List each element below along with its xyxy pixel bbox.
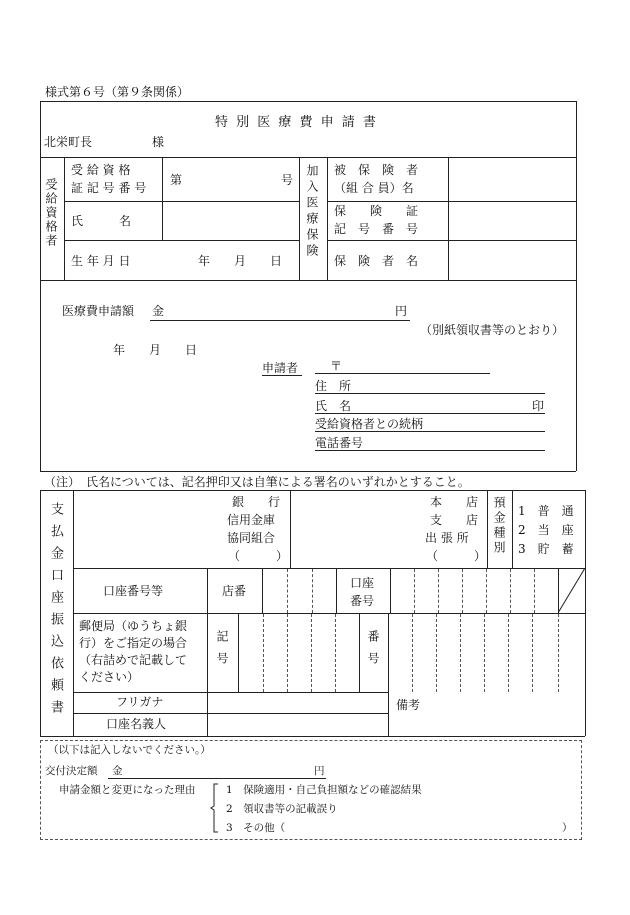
signature-note: （注） 氏名については、記名押印又は自筆による署名のいずれかとすること。 xyxy=(44,475,470,489)
claim-amount-label: 医療費申請額 xyxy=(62,304,135,318)
applicant-label: 申請者 xyxy=(262,361,299,375)
reason-3: 3 その他（ xyxy=(226,822,286,834)
insured-label-1: 被 保 険 者 xyxy=(334,163,419,177)
recipient-id-suffix: 号 xyxy=(281,173,294,187)
reason-brace xyxy=(210,782,220,834)
postbank-label-1: 郵便局（ゆうちょ銀 xyxy=(79,619,188,633)
decision-label: 交付決定額 xyxy=(45,765,98,777)
receipt-note: （別紙領収書等のとおり） xyxy=(420,323,565,337)
deposit-type-1: 1 普 通 xyxy=(518,504,574,518)
bank-type-2: 信用金庫 xyxy=(227,513,276,527)
insurance-card-label-1: 保 険 証 xyxy=(334,204,419,218)
postbank-label-2: 行）をご指定の場合 xyxy=(79,636,188,650)
application-date: 年 月 日 xyxy=(113,343,198,357)
bank-group-label: 支払金口座振込依頼書 xyxy=(48,502,63,722)
holder-label: 口座名義人 xyxy=(106,717,167,731)
bangou-label: 番号 xyxy=(366,630,380,674)
form-number: 様式第６号（第９条関係） xyxy=(45,85,190,99)
recipient-id-label-2: 証 記 号 番 号 xyxy=(71,181,147,195)
account-no-label: 口座番号等 xyxy=(103,584,164,598)
recipient-group-label: 受給資格者 xyxy=(44,178,58,248)
name-label: 氏 名 xyxy=(71,214,132,228)
deposit-type-3: 3 貯 蓄 xyxy=(518,542,574,556)
reason-label: 申請金額と変更になった理由 xyxy=(59,784,196,796)
applicant-name-label: 氏 名 xyxy=(315,399,352,413)
birth-label: 生 年 月 日 xyxy=(71,254,131,268)
diagonal-slash xyxy=(558,568,585,613)
postbank-label-4: ください） xyxy=(79,670,140,684)
deposit-type-label: 預金種別 xyxy=(492,496,506,556)
birth-value: 年 月 日 xyxy=(198,254,283,268)
reason-3-close: ） xyxy=(562,822,573,834)
deposit-type-2: 2 当 座 xyxy=(518,523,574,537)
office-use-note: （以下は記入しないでください。） xyxy=(48,744,211,756)
address-label: 住 所 xyxy=(315,379,352,393)
seal-mark: 印 xyxy=(532,399,545,413)
branch-type-2: 支 店 xyxy=(430,513,479,527)
claim-en: 円 xyxy=(395,304,408,318)
relation-label: 受給資格者との続柄 xyxy=(315,417,424,431)
insured-label-2: （組 合 員）名 xyxy=(334,181,414,195)
decision-en: 円 xyxy=(314,765,325,777)
insurance-group-label: 加入医療保険 xyxy=(305,164,319,260)
reason-1: 1 保険適用・自己負担額などの確認結果 xyxy=(226,784,422,796)
kigou-label: 記号 xyxy=(215,630,229,674)
reason-2: 2 領収書等の記載誤り xyxy=(226,803,338,815)
claim-kin: 金 xyxy=(152,304,165,318)
account-label-1: 口座 xyxy=(350,576,375,590)
bank-type-1: 銀 行 xyxy=(232,495,281,509)
furigana-label: フリガナ xyxy=(116,695,164,709)
phone-label: 電話番号 xyxy=(315,436,364,450)
decision-kin: 金 xyxy=(112,765,123,777)
remarks-label: 備考 xyxy=(396,698,421,712)
bank-type-4: （ ） xyxy=(228,549,289,563)
recipient-id-label-1: 受 給 資 格 xyxy=(71,163,131,177)
form-title: 特 別 医 療 費 申 請 書 xyxy=(215,115,378,130)
insurance-card-label-2: 記 号 番 号 xyxy=(334,222,419,236)
recipient-id-prefix: 第 xyxy=(170,173,183,187)
branch-no-label: 店番 xyxy=(222,584,247,598)
insurer-label: 保 険 者 名 xyxy=(334,254,419,268)
addressee-suffix: 様 xyxy=(152,135,165,149)
bank-type-3: 協同組合 xyxy=(227,531,276,545)
branch-type-4: （ ） xyxy=(426,549,487,563)
account-label-2: 番号 xyxy=(350,594,375,608)
postbank-label-3: （右詰めで記載して xyxy=(79,653,188,667)
branch-type-1: 本 店 xyxy=(430,495,479,509)
postal-mark: 〒 xyxy=(330,359,343,373)
branch-type-3: 出 張 所 xyxy=(425,531,469,545)
addressee: 北栄町長 xyxy=(44,135,93,149)
